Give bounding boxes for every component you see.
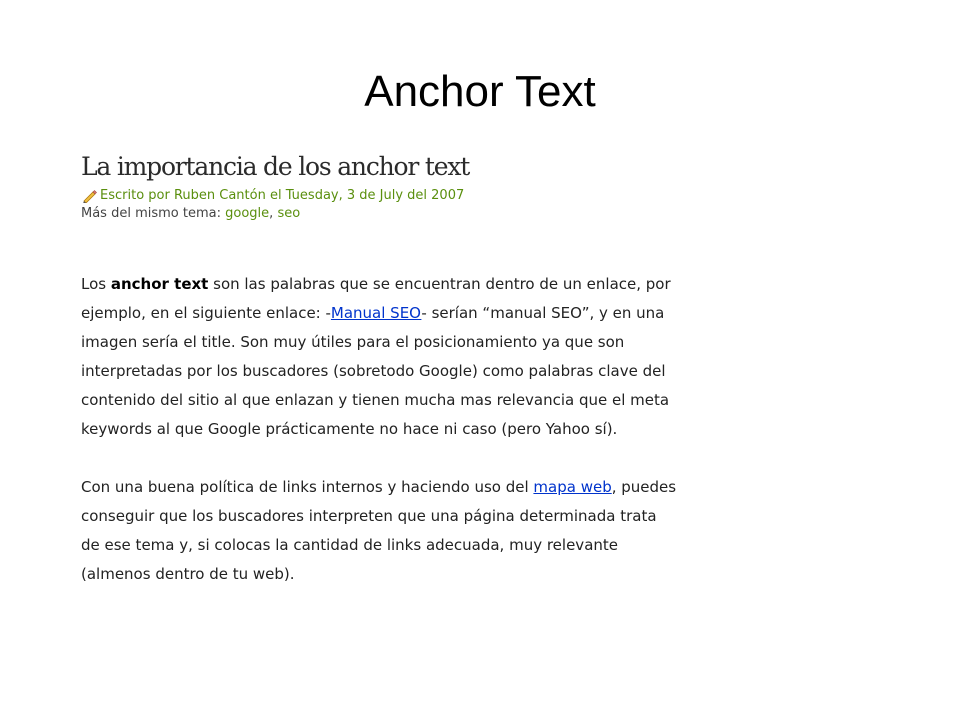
tag-link-seo[interactable]: seo bbox=[277, 206, 301, 221]
tag-link-google[interactable]: google bbox=[225, 206, 270, 221]
text-fragment: son las palabras que se encuentran dentro de un enlace, por bbox=[208, 275, 671, 293]
text-fragment: Los bbox=[81, 275, 111, 293]
article-tags bbox=[81, 205, 300, 222]
paragraph-2-line-2: conseguir que los buscadores interpreten que una página determinada trata bbox=[81, 507, 657, 525]
text-fragment: ejemplo, en el siguiente enlace: - bbox=[81, 304, 331, 322]
paragraph-1-line-3: imagen sería el title. Son muy útiles para el posicionamiento ya que son bbox=[81, 333, 625, 351]
paragraph-1-line-6: keywords al que Google prácticamente no hace ni caso (pero Yahoo sí). bbox=[81, 420, 618, 438]
manual-seo-link[interactable]: Manual SEO bbox=[330, 304, 422, 322]
text-fragment: - serían “manual SEO”, y en una bbox=[421, 304, 665, 322]
paragraph-2 bbox=[81, 473, 676, 589]
paragraph-1-line-1 bbox=[81, 270, 671, 299]
article-screenshot bbox=[78, 150, 778, 590]
paragraph-2-line-4: (almenos dentro de tu web). bbox=[81, 565, 295, 583]
article-byline bbox=[81, 187, 464, 204]
article-title: La importancia de los anchor text bbox=[81, 152, 470, 181]
paragraph-2-line-1 bbox=[81, 473, 676, 502]
paragraph-1-line-5: contenido del sitio al que enlazan y tienen mucha mas relevancia que el meta bbox=[81, 391, 670, 409]
text-fragment: Con una buena política de links internos y haciendo uso del bbox=[81, 478, 534, 496]
byline-text: Escrito por Ruben Cantón el Tuesday, 3 de July del 2007 bbox=[100, 188, 465, 203]
paragraph-1-line-2 bbox=[81, 299, 671, 328]
tag-separator: , bbox=[269, 206, 278, 221]
paragraph-1 bbox=[81, 270, 671, 444]
mapa-web-link[interactable]: mapa web bbox=[533, 478, 612, 496]
text-fragment: , puedes bbox=[611, 478, 677, 496]
slide-title: Anchor Text bbox=[364, 67, 596, 116]
tags-label: Más del mismo tema: bbox=[81, 206, 221, 221]
bold-term: anchor text bbox=[110, 275, 209, 293]
paragraph-2-line-3: de ese tema y, si colocas la cantidad de links adecuada, muy relevante bbox=[81, 536, 618, 554]
pencil-icon bbox=[81, 189, 98, 203]
paragraph-1-line-4: interpretadas por los buscadores (sobretodo Google) como palabras clave del bbox=[81, 362, 666, 380]
